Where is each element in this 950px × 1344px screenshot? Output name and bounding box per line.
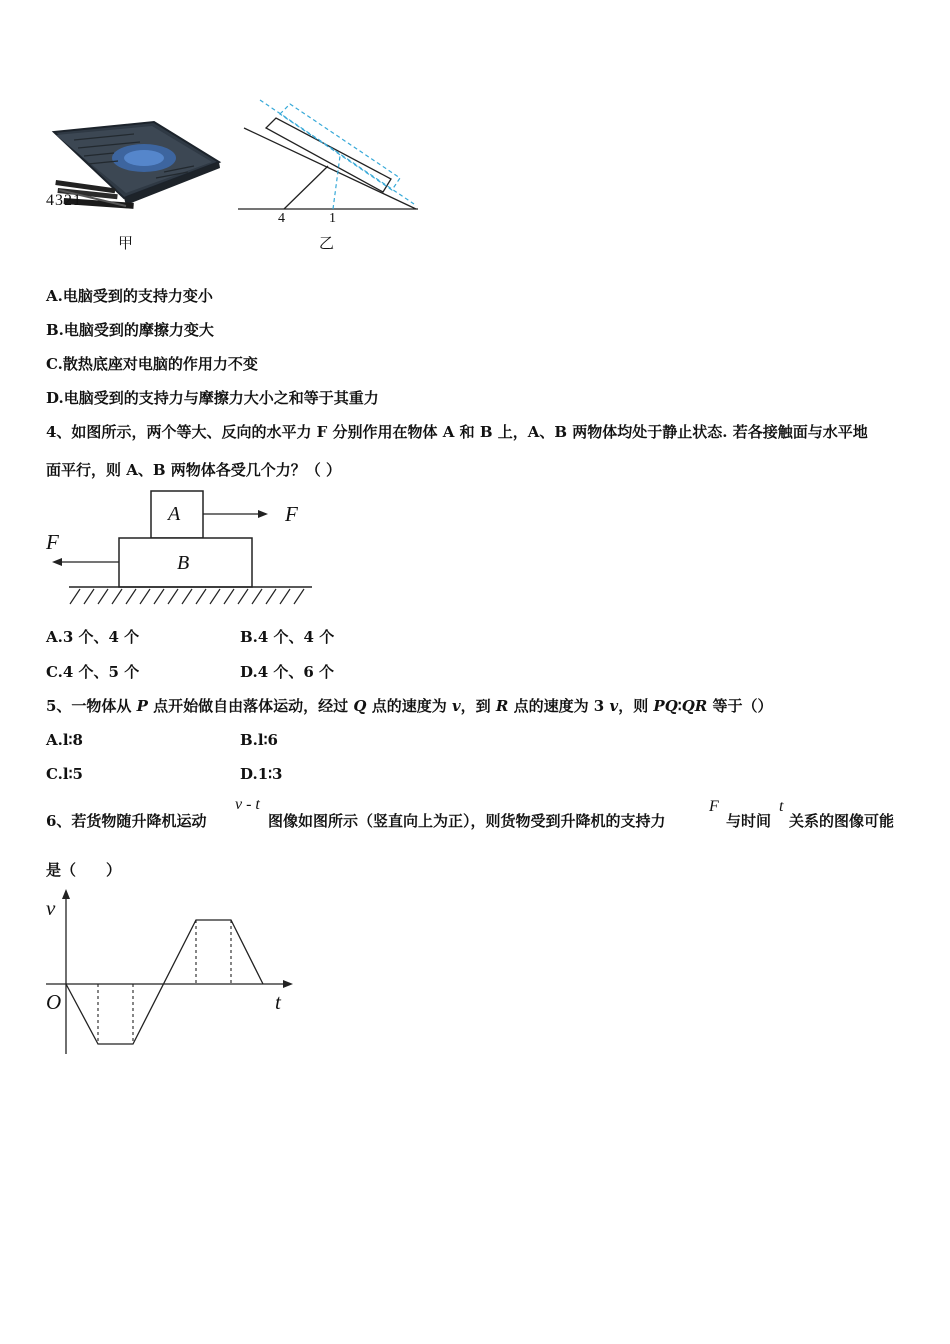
q4-blocks-figure (44, 486, 319, 610)
q5-segment-pq: PQ (653, 697, 678, 715)
q6-stem-part4: 关系的图像可能 (789, 812, 895, 830)
q3-option-c: C.散热底座对电脑的作用力不变 (46, 355, 258, 373)
q5-option-d: D.1∶3 (240, 765, 283, 783)
q4-stem-line2: 面平行，则 A、B 两物体各受几个力？（ ） (46, 461, 341, 479)
q6-graph-x-label: t (275, 990, 281, 1014)
q5-text-7: 等于（） (707, 697, 773, 715)
q5-text-6: ，则 (618, 697, 654, 715)
block-a-label: A (168, 503, 181, 525)
q6-stem-part3: 与时间 (726, 812, 772, 830)
q5-text-1: 5、一物体从 (46, 697, 137, 715)
q3-option-d: D.电脑受到的支持力与摩擦力大小之和等于其重力 (46, 389, 379, 407)
q4-stem-line1: 4、如图所示，两个等大、反向的水平力 F 分别作用在物体 A 和 B 上，A、B 两物体均处于静止状态. 若各接触面与水平地 (46, 423, 868, 441)
q5-text-4: ，到 (460, 697, 496, 715)
q4-option-d: D.4 个、6 个 (240, 663, 335, 681)
q3-option-a: A.电脑受到的支持力变小 (46, 287, 213, 305)
q4-option-b: B.4 个、4 个 (240, 628, 335, 646)
q6-stem-part2: 图像如图所示（竖直向上为正），则货物受到升降机的支持力 (268, 812, 666, 830)
q5-segment-qr: QR (681, 697, 708, 715)
q5-point-q: Q (353, 697, 367, 715)
photo-tick-labels: 4321 (46, 192, 82, 209)
block-b-label: B (177, 552, 190, 574)
q5-text-3: 点的速度为 (366, 697, 452, 715)
diagram-caption: 乙 (319, 236, 335, 252)
diagram-label-4: 4 (278, 211, 285, 226)
force-right-label: F (285, 502, 298, 526)
q6-time-symbol: t (779, 798, 784, 815)
q5-point-p: P (136, 697, 148, 715)
q6-graph-origin: O (46, 990, 62, 1014)
q4-option-c: C.4 个、5 个 (46, 663, 140, 681)
q5-ratio-colon: ∶ (677, 697, 682, 715)
q5-text-2: 点开始做自由落体运动，经过 (147, 697, 354, 715)
q6-stem-part1: 6、若货物随升降机运动 (46, 812, 207, 830)
stand-angle-diagram (236, 96, 421, 216)
q5-point-r: R (495, 697, 509, 715)
q3-option-b: B.电脑受到的摩擦力变大 (46, 321, 214, 339)
q6-vt-graph (40, 886, 300, 1058)
q5-speed-v: v (451, 697, 461, 715)
q6-vt-symbol: v - t (235, 796, 260, 813)
q5-option-c: C.l∶5 (46, 765, 83, 783)
q6-stem-line2: 是（ ） (46, 861, 122, 879)
q5-text-5: 点的速度为 3 (508, 697, 610, 715)
q5-stem (46, 696, 772, 716)
q5-option-a: A.l∶8 (46, 731, 83, 749)
force-left-label: F (46, 530, 59, 554)
photo-caption: 甲 (118, 236, 134, 252)
q5-option-b: B.l∶6 (240, 731, 278, 749)
q6-graph-y-label: v (46, 896, 56, 920)
q4-option-a: A.3 个、4 个 (46, 628, 140, 646)
q6-force-symbol: F (709, 798, 719, 815)
diagram-label-1: 1 (329, 211, 336, 226)
q5-speed-3v: v (609, 697, 619, 715)
